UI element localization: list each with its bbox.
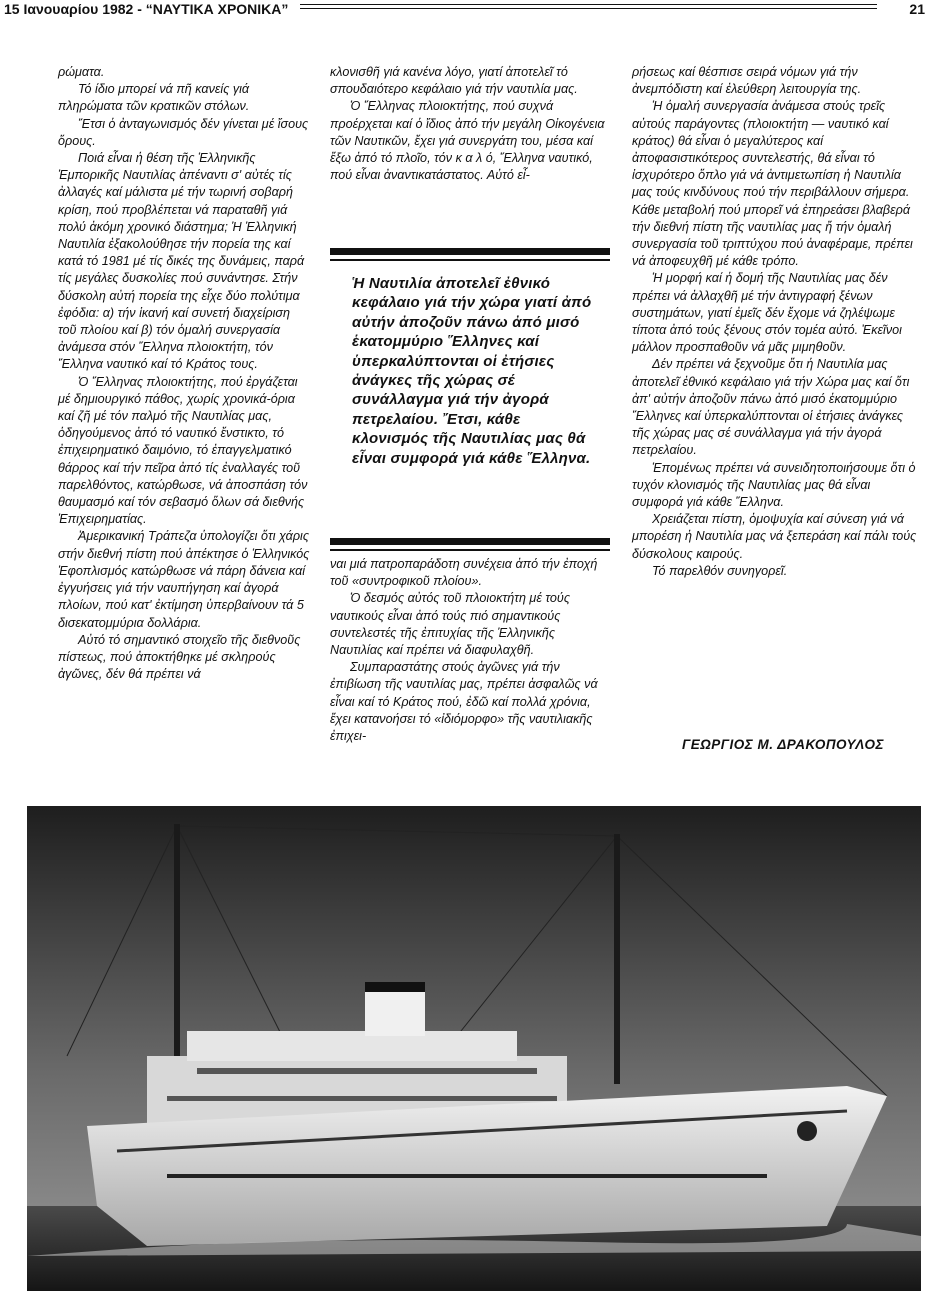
article-column-3 <box>632 64 924 752</box>
bow-emblem <box>797 1121 817 1141</box>
author-signature: ΓΕΩΡΓΙΟΣ Μ. ΔΡΑΚΟΠΟΥΛΟΣ <box>682 737 884 752</box>
paragraph: Ὁ δεσμός αὐτός τοῦ πλοιοκτήτη μέ τούς ναυτικούς εἶναι ἀπό τούς πιό σημαντικούς συντελεστές τῆς ἐπιτυχίας τῆς Ἑλληνικῆς Ναυτιλίας καί πρέπει νά διαφυλαχθῆ. <box>330 591 570 658</box>
paragraph: Ἔτσι ὁ ἀνταγωνισμός δέν γίνεται μέ ἴσους ὅρους. <box>58 116 309 148</box>
pullquote-rule-bottom-thin <box>330 549 610 551</box>
upper-deck <box>187 1031 517 1061</box>
column-2-top-text <box>330 64 610 184</box>
ship-illustration <box>27 806 921 1291</box>
paragraph: Τό παρελθόν συνηγορεῖ. <box>652 563 788 578</box>
paragraph: ρήσεως καί θέσπισε σειρά νόμων γιά τήν ἀνεμπόδιστη καί ἐλεύθερη λειτουργία της. <box>632 65 862 97</box>
pullquote-rule-bottom <box>330 538 610 545</box>
ship-photo <box>27 806 921 1291</box>
paragraph: Αὐτό τό σημαντικό στοιχεῖο τῆς διεθνοῦς πίστεως, πού ἀποκτήθηκε μέ σκληρούς ἀγῶνες, δέν θά πρέπει νά <box>58 632 301 682</box>
page-number: 21 <box>909 1 925 17</box>
paragraph: Ἑπομένως πρέπει νά συνειδητοποιήσουμε ὅτι ὁ τυχόν κλονισμός τῆς Ναυτιλίας μας θά εἶναι συμφορά γιά κάθε Ἕλληνα. <box>632 460 916 510</box>
paragraph: Ἡ ὁμαλή συνεργασία ἀνάμεσα στούς τρεῖς αὐτούς παράγοντες (πλοιοκτήτη — ναυτικό καί κράτος) θά εἶναι ὁ μεγαλύτερος καί ἀποφασιστικότερος συντελεστής, θά εἶναι τό ἰσχυρότερο ὅπλο γιά νά ἀντιμετωπίση ἡ Ναυτιλία μας τούς κινδύνους πού τήν περιβάλλουν σήμερα. Κάθε μεταβολή πού μπορεῖ νά ἐπηρεάσει βλαβερά τήν διεθνή πίστη τῆς ναυτιλίας μας ἤ τήν ὁμαλή συνεργασία τοῦ τριπτύχου πού ἀναφέραμε, πρέπει νά ἀποφευχθῆ μέ κάθε τρόπο. <box>632 99 913 269</box>
paragraph: Χρειάζεται πίστη, ὁμοψυχία καί σύνεση γιά νά μπορέση ἡ Ναυτιλία μας νά ξεπεράση καί πάλι τούς δύσκολους καιρούς. <box>632 512 917 561</box>
header-rule <box>300 4 877 9</box>
paragraph: Δέν πρέπει νά ξεχνοῦμε ὅτι ἡ Ναυτιλία μας ἀποτελεῖ ἐθνικό κεφάλαιο γιά τήν Χώρα μας καί ὅτι ἀπ' αὐτήν ἀποζοῦν πάνω ἀπό μισό ἑκατομμύριο Ἕλληνες καί ὑπερκαλύπτονται οἱ ἐτήσιες ἀνάγκες τῆς χώρας μας σέ συνάλλαγμα γιά τήν ἀγορά πετρελαίου. <box>632 357 910 458</box>
hull-portholes <box>167 1174 767 1178</box>
fore-mast <box>614 834 620 1084</box>
pullquote-rule-top <box>330 248 610 255</box>
page-header <box>0 0 947 22</box>
aft-mast <box>174 824 180 1084</box>
paragraph: ρώματα. <box>58 65 105 79</box>
paragraph: Ὁ Ἕλληνας πλοιοκτήτης, πού συχνά προέρχεται καί ὁ ἴδιος ἀπό τήν μεγάλη Οἰκογένεια τῶν Ναυτικῶν, ἔχει γιά συνεργάτη του, μέσα καί ἔξω ἀπό τό πλοῖο, τόν κ α λ ό, Ἕλληνα ναυτικό, πού εἶναι ἀναντικατάστατος. Αὐτό εἶ- <box>330 99 605 183</box>
column-2-bottom-text <box>330 556 610 745</box>
funnel <box>365 986 425 1036</box>
paragraph: Συμπαραστάτης στούς ἀγῶνες γιά τήν ἐπιβίωση τῆς ναυτιλίας μας, πρέπει ἀσφαλῶς νά εἶναι καί τό Κράτος πού, ἐδῶ καί πολλά χρόνια, ἔχει κατανοήσει τό «ἰδιόμορφο» τῆς ναυτιλιακῆς ἐπιχει- <box>330 660 598 744</box>
paragraph: Ὁ Ἕλληνας πλοιοκτήτης, πού ἐργάζεται μέ δημιουργικό πάθος, χωρίς χρονικά-όρια καί ζῆ μέ τόν παλμό τῆς Ναυτιλίας μας, ὁδηγούμενος ἀπό τό ναυτικό ἔνστικτο, τό ἐπιχειρηματικό δαιμόνιο, τό ἐπαγγελματικό θάρρος καί τήν πεῖρα ἀπό τίς ἐναλλαγές τοῦ παρελθόντος, κατώρθωσε, νά ἀποσπάση τόν θαυμασμό καί τόν σεβασμό ὅλων σά διεθνής Ἐπιχειρηματίας. <box>58 374 308 527</box>
pullquote: Ἡ Ναυτιλία ἀποτελεῖ ἐθνικό κεφάλαιο γιά τήν χώρα γιατί ἀπό αὐτήν ἀποζοῦν πάνω ἀπό μισό ἑκατομμύριο Ἕλληνες καί ὑπερκαλύπτονται οἱ ἐτήσιες ἀνάγκες τῆς χώρας σέ συνάλλαγμα γιά τήν ἀγορά πετρελαίου. Ἔτσι, κάθε κλονισμός τῆς Ναυτιλίας μας θά εἶναι συμφορά γιά κάθε Ἕλληνα. <box>352 275 592 467</box>
paragraph: Ἀμερικανική Τράπεζα ὑπολογίζει ὅτι χάρις στήν διεθνή πίστη πού ἀπέκτησε ὁ Ἑλληνικός Ἐφοπλισμός κατώρθωσε νά πάρη δάνεια καί ἐγγυήσεις γιά τήν ναυπήγηση καί ἀγορά πλοίων, πού κατ' ἐκτίμηση ὑπερβαίνουν τά 5 δισεκατομμύρια δολλάρια. <box>58 529 310 630</box>
paragraph: ναι μιά πατροπαράδοτη συνέχεια ἀπό τήν ἐποχή τοῦ «συντροφικοῦ πλοίου». <box>330 557 598 589</box>
paragraph: Τό ίδιο μπορεί νά πῆ κανείς γιά πληρώματα τῶν κρατικῶν στόλων. <box>58 82 250 114</box>
funnel-top <box>365 982 425 992</box>
article-column-1 <box>58 64 310 683</box>
header-title: 15 Ιανουαρίου 1982 - “ΝΑΥΤΙΚΑ ΧΡΟΝΙΚΑ” <box>4 1 289 17</box>
paragraph: Ποιά εἶναι ἡ θέση τῆς Ἑλληνικῆς Ἐμπορικῆς Ναυτιλίας ἀπέναντι σ' αὐτές τίς ἀλλαγές καί μάλιστα μέ τήν τωρινή σοβαρή κρίση, πού προβλέπεται νά παραταθῆ γιά πολύ ἀκόμη χρονικό διάστημα; Ἡ Ἑλληνική Ναυτιλία ἐξακολούθησε τήν πορεία της καί κατά τό 1981 μέ τίς δικές της δυνάμεις, παρά τίς μεγάλες δυσκολίες πού συνάντησε. Στήν δύσκολη αὐτή πορεία της εἶχε δύο πολύτιμα ἐφόδια: α) τήν ἱκανή καί συνετή διαχείριση τοῦ πλοίου καί β) τόν ὁμαλή συνεργασία ἀνάμεσα στόν Ἕλληνα πλοιοκτήτη, τόν Ἕλληνα ναυτικό καί τό Κράτος τους. <box>58 151 305 372</box>
paragraph: κλονισθῆ γιά κανένα λόγο, γιατί ἀποτελεῖ τό σπουδαιότερο κεφάλαιο γιά τήν ναυτιλία μας. <box>330 65 578 97</box>
paragraph: Ἡ μορφή καί ἡ δομή τῆς Ναυτιλίας μας δέν πρέπει νά ἀλλαχθῆ μέ τήν ἀντιγραφή ξένων συστημάτων, γιατί ἐμεῖς δέν ἔχομε νά ζηλέψωμε τίποτα ἀπό τούς ξένους στόν τομέα αὐτό. Ἐκεῖνοι μάλλον προσπαθοῦν νά μᾶς μιμηθοῦν. <box>632 271 902 355</box>
pullquote-rule-top-thin <box>330 259 610 261</box>
